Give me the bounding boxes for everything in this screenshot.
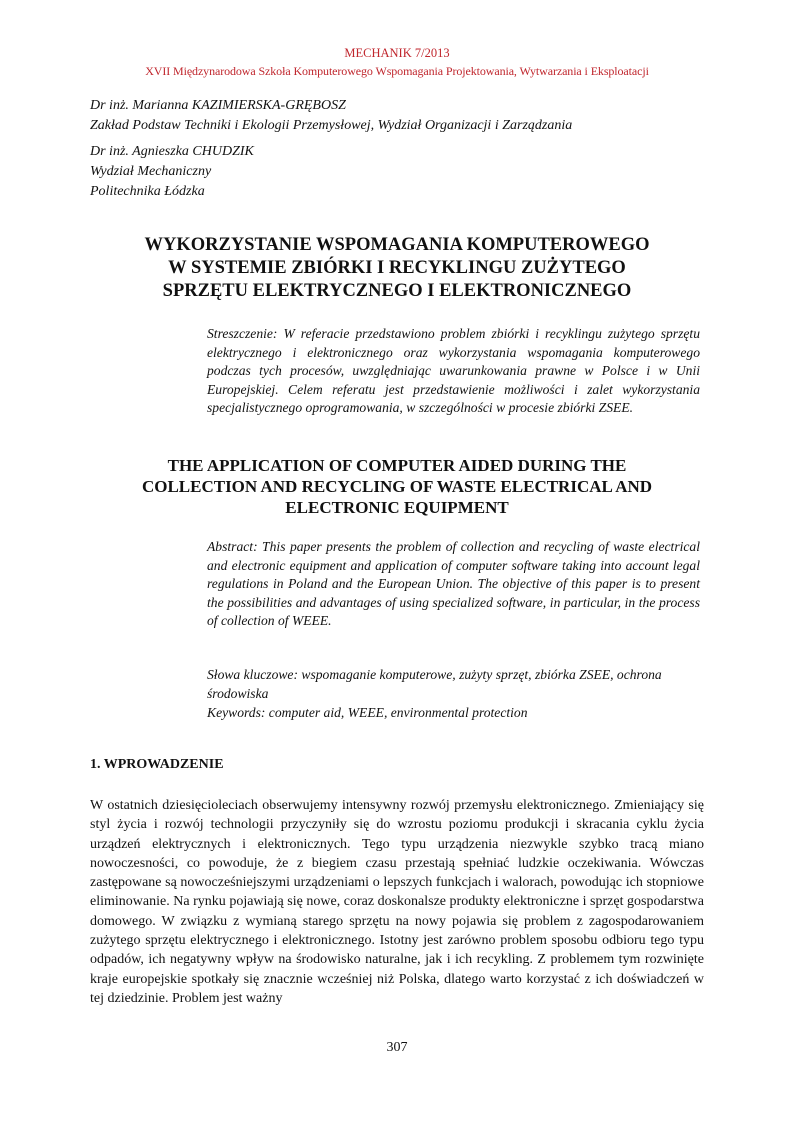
journal-header: MECHANIK 7/2013: [344, 46, 450, 60]
author-block-1: [90, 96, 572, 136]
title-line: SPRZĘTU ELEKTRYCZNEGO I ELEKTRONICZNEGO: [162, 281, 632, 301]
title-line: COLLECTION AND RECYCLING OF WASTE ELECTRICAL AND: [141, 477, 653, 496]
author-name: Dr inż. Marianna KAZIMIERSKA-GRĘBOSZ: [90, 98, 346, 113]
title-line: ELECTRONIC EQUIPMENT: [285, 498, 509, 517]
keywords-english: Keywords: computer aid, WEEE, environmental protection: [207, 705, 528, 720]
title-line: W SYSTEMIE ZBIÓRKI I RECYKLINGU ZUŻYTEGO: [168, 258, 626, 278]
author-department: Wydział Mechaniczny: [90, 164, 212, 179]
abstract-polish: Streszczenie: W referacie przedstawiono problem zbiórki i recyklingu zużytego sprzętu elektrycznego i elektronicznego oraz wykorzystania wspomagania komputerowego podczas tych procesów, uwzględniając uwarunkowania prawne w Polsce i w Unii Europejskiej. Celem referatu jest przedstawienie możliwości i zalet wykorzystania specjalistycznego oprogramowania, w szczególności w procesie zbiórki ZSEE.: [207, 326, 700, 415]
body-paragraph: W ostatnich dziesięcioleciach obserwujemy intensywny rozwój przemysłu elektronicznego. Zmieniający się styl życia i rozwój technologii przyczyniły się do wzrostu poziomu produkcji i skracania cyklu życia urządzeń elektrycznych i elektronicznych. Tego typu urządzenia niezwykle szybko tracą miano nowoczesności, co powoduje, że z biegiem czasu przestają spełniać ludzkie oczekiwania. Wówczas zastępowane są nowocześniejszymi urządzeniami o lepszych funkcjach i walorach, powodując ich stopniowe eliminowanie. Na rynku pojawiają się nowe, coraz doskonalsze produkty elektroniczne i sprzęt gospodarstwa domowego. W związku z wymianą starego sprzętu na nowy pojawia się problem z zagospodarowaniem zużytego sprzętu elektrycznego i elektronicznego. Istotny jest zarówno problem sposobu odbioru tego typu odpadów, ich negatywny wpływ na środowisko naturalne, jak i ich recykling. Z problemem tym rozwinięte kraje europejskie spotkały się znacznie wcześniej niż Polska, dlatego warto korzystać z ich doświadczeń w tej dziedzinie. Problem jest ważny: [90, 798, 704, 1006]
author-university: Politechnika Łódzka: [90, 184, 205, 199]
title-line: WYKORZYSTANIE WSPOMAGANIA KOMPUTEROWEGO: [144, 235, 650, 255]
abstract-english: Abstract: This paper presents the problem of collection and recycling of waste electrical and electronic equipment and application of computer software taking into account legal regulations in Poland and the European Union. The objective of this paper is to present the possibilities and advantages of using specialized software, in particular, in the process of collection of WEEE.: [207, 539, 700, 628]
section-heading: 1. WPROWADZENIE: [90, 757, 224, 772]
author-name: Dr inż. Agnieszka CHUDZIK: [90, 144, 254, 159]
title-english: [80, 455, 714, 518]
title-line: THE APPLICATION OF COMPUTER AIDED DURING THE: [167, 456, 627, 475]
title-polish: [80, 234, 714, 303]
conference-header: XVII Międzynarodowa Szkoła Komputerowego Wspomagania Projektowania, Wytwarzania i Eksploatacji: [145, 64, 649, 78]
keywords-polish: Słowa kluczowe: wspomaganie komputerowe, zużyty sprzęt, zbiórka ZSEE, ochrona środowiska: [207, 667, 662, 701]
page-number: 307: [386, 1040, 408, 1055]
author-block-2: [90, 142, 254, 202]
author-affiliation: Zakład Podstaw Techniki i Ekologii Przemysłowej, Wydział Organizacji i Zarządzania: [90, 118, 573, 133]
